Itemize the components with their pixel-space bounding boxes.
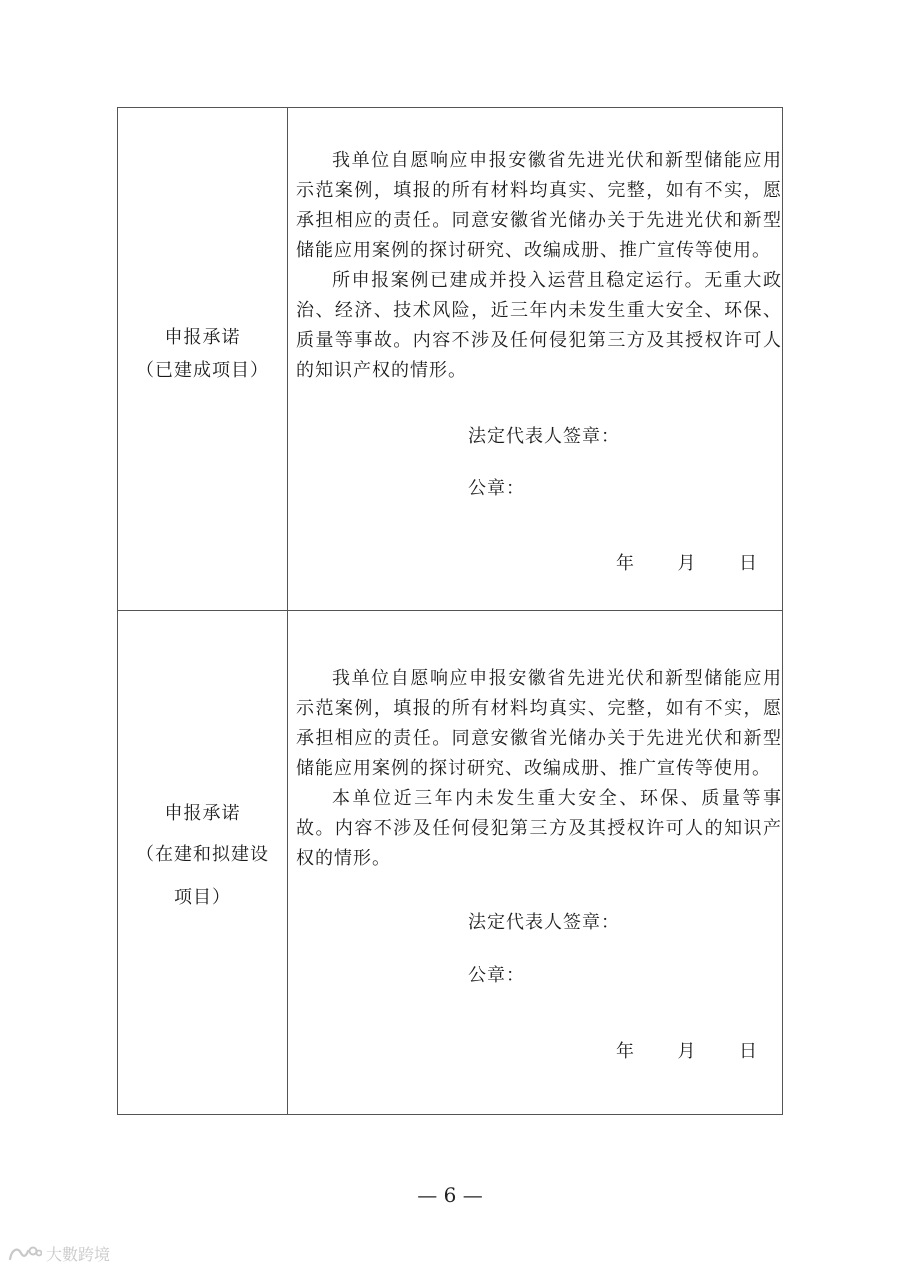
commitment-paragraph: 所申报案例已建成并投入运营且稳定运行。无重大政治、经济、技术风险，近三年内未发生重大安全、环保、质量等事故。内容不涉及任何侵犯第三方及其授权许可人的知识产权的情形。 [296,270,782,381]
row-label-line: 项目） [174,887,231,908]
date-month: 月 [677,553,696,574]
seal-label: 公章： [468,478,525,499]
commitment-table [117,107,783,1115]
signature-label: 法定代表人签章： [468,912,620,933]
date-line [616,1037,757,1063]
commitment-paragraph: 本单位近三年内未发生重大安全、环保、质量等事故。内容不涉及任何侵犯第三方及其授权许可人的知识产权的情形。 [296,788,782,869]
date-day: 日 [738,553,757,574]
watermark [8,1240,110,1266]
row-label-line: （已建成项目） [136,360,269,381]
watermark-text: 大數跨境 [46,1244,111,1264]
row-content-cell [288,611,782,1114]
commitment-row-in-progress [118,611,782,1114]
commitment-text [296,664,782,874]
row-label-line: （在建和拟建设 [136,844,269,865]
date-line [616,549,757,575]
row-label-line: 申报承诺 [164,327,241,348]
commitment-text [296,146,782,386]
date-day: 日 [738,1041,757,1062]
commitment-paragraph: 我单位自愿响应申报安徽省先进光伏和新型储能应用示范案例，填报的所有材料均真实、完整，如有不实，愿承担相应的责任。同意安徽省光储办关于先进光伏和新型储能应用案例的探讨研究、改编成册、推广宣传等使用。 [296,668,782,779]
row-label-line: 申报承诺 [164,803,241,824]
row-label-cell [118,108,288,610]
seal-label: 公章： [468,965,525,986]
commitment-paragraph: 我单位自愿响应申报安徽省先进光伏和新型储能应用示范案例，填报的所有材料均真实、完整，如有不实，愿承担相应的责任。同意安徽省光储办关于先进光伏和新型储能应用案例的探讨研究、改编成册、推广宣传等使用。 [296,150,782,261]
page-number: — 6 — [417,1183,483,1207]
date-month: 月 [677,1041,696,1062]
brand-logo-icon [8,1243,42,1263]
row-label-cell [118,611,288,1114]
commitment-row-completed [118,108,782,611]
signature-label: 法定代表人签章： [468,426,620,447]
date-year: 年 [616,1041,634,1062]
row-content-cell [288,108,782,610]
date-year: 年 [616,553,634,574]
